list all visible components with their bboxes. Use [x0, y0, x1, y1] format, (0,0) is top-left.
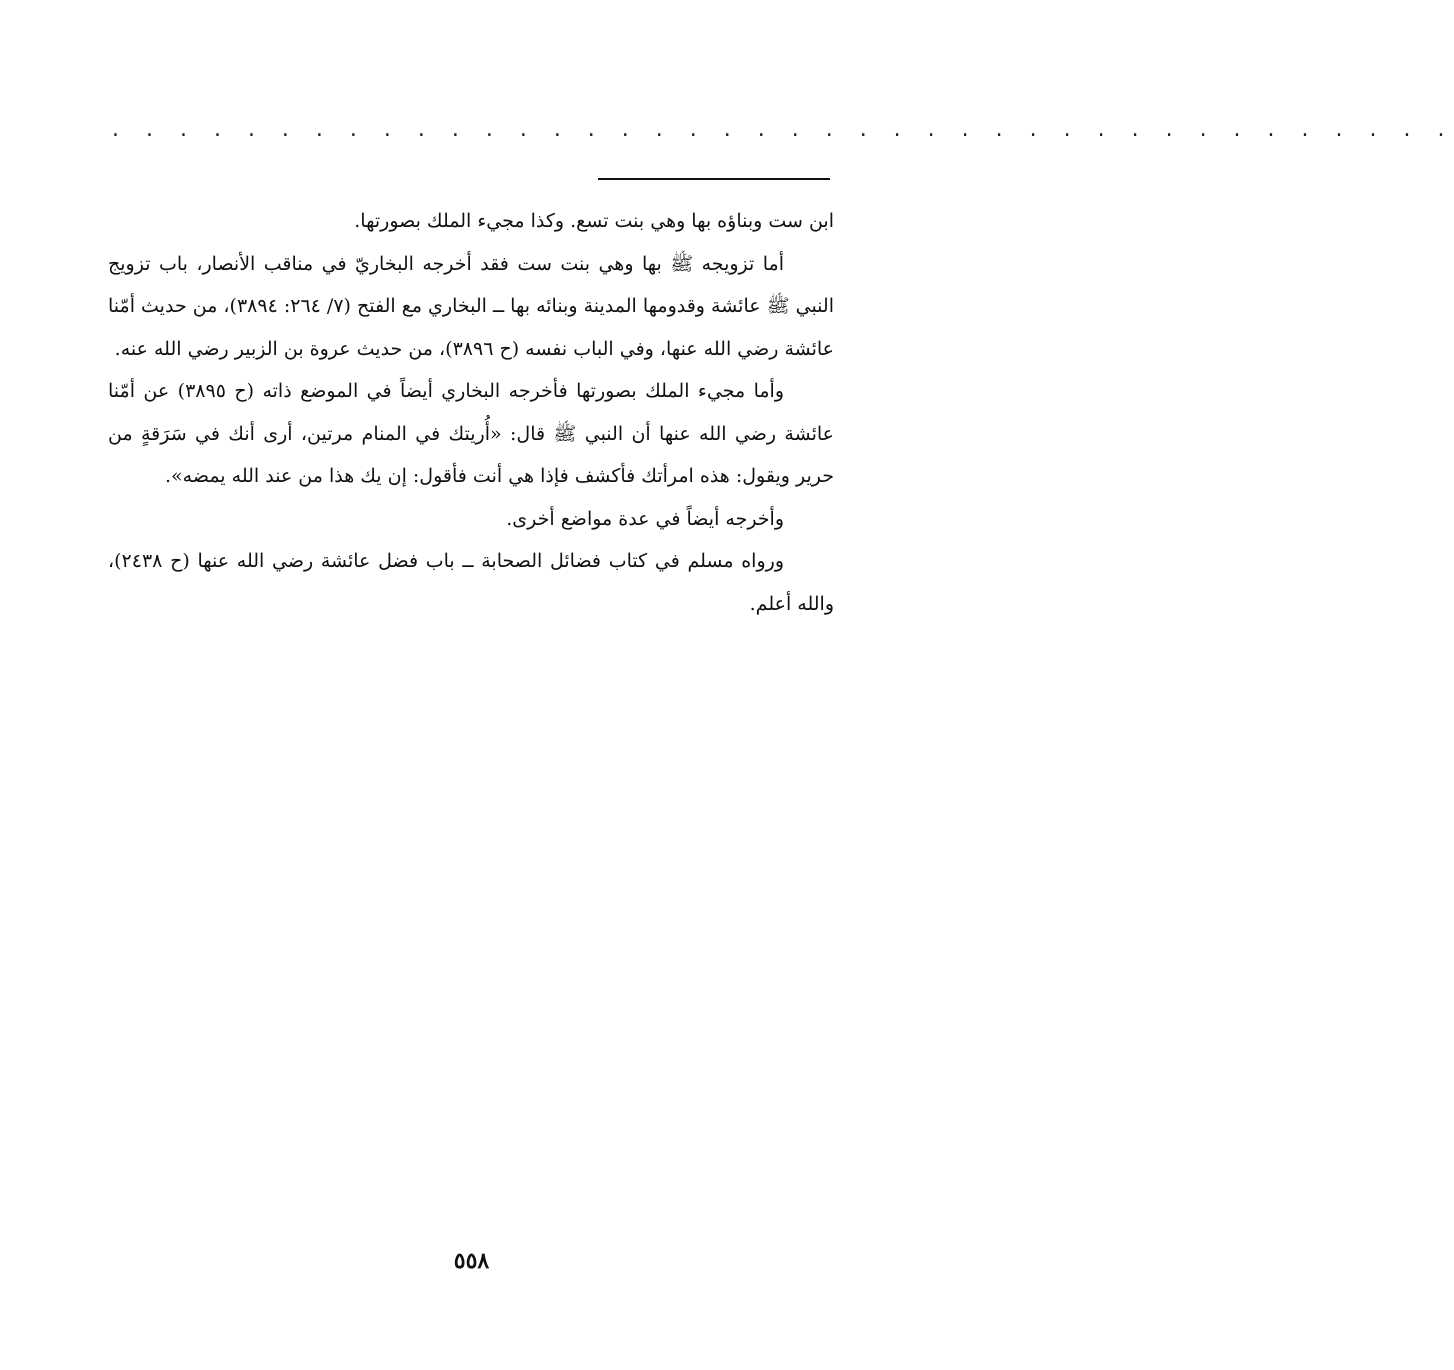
footnote-text: [108, 200, 834, 625]
paragraph-5: ورواه مسلم في كتاب فضائل الصحابة ــ باب فضل عائشة رضي الله عنها (ح ٢٤٣٨)، والله أعلم.: [108, 550, 834, 615]
paragraph-2: أما تزويجه ﷺ بها وهي بنت ست فقد أخرجه البخاريّ في مناقب الأنصار، باب تزويج النبي ﷺ عائشة وقدومها المدينة وبنائه بها ــ البخاري مع الفتح (٧/ ٢٦٤: ٣٨٩٤)، من حديث أمّنا عائشة رضي الله عنها، وفي الباب نفسه (ح ٣٨٩٦)، من حديث عروة بن الزبير رضي الله عنه.: [108, 252, 834, 360]
paragraph-3: وأما مجيء الملك بصورتها فأخرجه البخاري أيضاً في الموضع ذاته (ح ٣٨٩٥) عن أمّنا عائشة رضي الله عنها أن النبي ﷺ قال: «أُريتك في المنام مرتين، أرى أنك في سَرَقةٍ من حرير ويقول: هذه امرأتك فأكشف فإذا هي أنت فأقول: إن يك هذا من عند الله يمضه».: [108, 380, 834, 487]
page-number: ٥٥٨: [453, 1248, 490, 1274]
footnote-rule: [598, 178, 830, 180]
paragraph-1: ابن ست وبناؤه بها وهي بنت تسع. وكذا مجيء الملك بصورتها.: [354, 210, 834, 232]
paragraph-4: وأخرجه أيضاً في عدة مواضع أخرى.: [506, 507, 784, 530]
dotted-separator: . . . . . . . . . . . . . . . . . . . . . . . . . . . . . . . . . . . . . . . .: [112, 117, 1454, 142]
